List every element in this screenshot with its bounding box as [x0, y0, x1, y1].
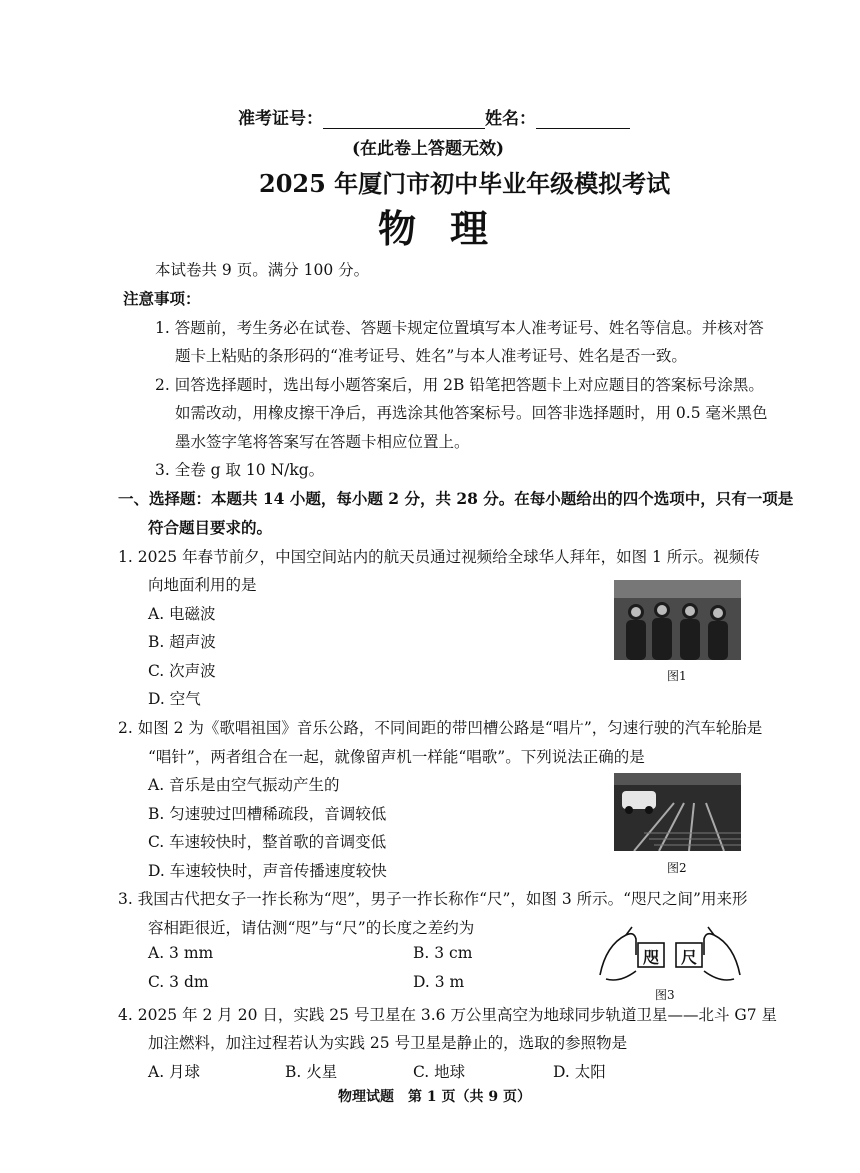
- figure2-music-road-photo: [614, 773, 741, 851]
- section1-line1: 一、选择题：本题共 14 小题，每小题 2 分，共 28 分。在每小题给出的四个选项中，只有一项是: [118, 489, 794, 508]
- figure3-char-zhi: 咫: [643, 948, 660, 967]
- notice-item2-line1: 2. 回答选择题时，选出每小题答案后，用 2B 铅笔把答题卡上对应题目的答案标号涂黑。: [155, 376, 764, 394]
- q3-option-a: A. 3 mm: [148, 944, 214, 962]
- notice-item2-line2: 如需改动，用橡皮擦干净后，再选涂其他答案标号。回答非选择题时，用 0.5 毫米黑色: [175, 404, 768, 422]
- id-label: 准考证号：: [238, 109, 323, 129]
- q4-stem-line2: 加注燃料，加注过程若认为实践 25 号卫星是静止的，选取的参照物是: [148, 1034, 628, 1052]
- section1-line2: 符合题目要求的。: [148, 518, 273, 537]
- q3-option-d: D. 3 m: [413, 973, 465, 991]
- q1-option-a: A. 电磁波: [148, 605, 216, 623]
- invalid-note: (在此卷上答题无效): [352, 139, 505, 159]
- q1-option-c: C. 次声波: [148, 662, 216, 680]
- figure3-char-chi: 尺: [681, 948, 698, 967]
- page-footer: 物理试题 第 1 页（共 9 页）: [338, 1089, 531, 1105]
- notice-item1-line1: 1. 答题前，考生务必在试卷、答题卡规定位置填写本人准考证号、姓名等信息。并核对答: [155, 319, 764, 337]
- figure2-caption: 图2: [667, 861, 687, 875]
- notice-item2-line3: 墨水签字笔将答案写在答题卡相应位置上。: [175, 433, 470, 451]
- q2-option-c: C. 车速较快时，整首歌的音调变低: [148, 833, 387, 851]
- figure1-astronauts-photo: [614, 580, 741, 660]
- notice-heading: 注意事项：: [123, 289, 201, 308]
- q4-option-b: B. 火星: [285, 1063, 338, 1081]
- q2-option-d: D. 车速较快时，声音传播速度较快: [148, 862, 387, 880]
- q4-stem-line1: 4. 2025 年 2 月 20 日，实践 25 号卫星在 3.6 万公里高空为地球同步轨道卫星——北斗 G7 星: [118, 1006, 778, 1024]
- q4-option-c: C. 地球: [413, 1063, 466, 1081]
- q1-stem-line2: 向地面利用的是: [148, 576, 257, 594]
- intro-text: 本试卷共 9 页。满分 100 分。: [155, 261, 370, 279]
- q1-stem-line1: 1. 2025 年春节前夕，中国空间站内的航天员通过视频给全球华人拜年，如图 1 所示。视频传: [118, 548, 760, 566]
- q3-option-c: C. 3 dm: [148, 973, 209, 991]
- q3-option-b: B. 3 cm: [413, 944, 473, 962]
- exam-header: [238, 104, 630, 129]
- q2-stem-line2: “唱针”，两者组合在一起，就像留声机一样能“唱歌”。下列说法正确的是: [148, 748, 645, 766]
- subject-title: 物理: [378, 206, 523, 251]
- q2-stem-line1: 2. 如图 2 为《歌唱祖国》音乐公路，不同间距的带凹槽公路是“唱片”，匀速行驶的汽车轮胎是: [118, 719, 763, 737]
- q4-option-d: D. 太阳: [553, 1063, 606, 1081]
- figure3-caption: 图3: [655, 988, 675, 1002]
- q1-option-d: D. 空气: [148, 690, 201, 708]
- q3-stem-line2: 容相距很近，请估测“咫”与“尺”的长度之差约为: [148, 919, 475, 937]
- q2-option-a: A. 音乐是由空气振动产生的: [148, 776, 340, 794]
- notice-item3: 3. 全卷 g 取 10 N/kg。: [155, 461, 325, 479]
- q4-option-a: A. 月球: [148, 1063, 201, 1081]
- q2-option-b: B. 匀速驶过凹槽稀疏段，音调较低: [148, 805, 387, 823]
- figure1-caption: 图1: [667, 669, 687, 683]
- q1-option-b: B. 超声波: [148, 633, 216, 651]
- name-label: 姓名：: [485, 109, 536, 129]
- figure3-hands-drawing: [596, 925, 744, 983]
- q3-stem-line1: 3. 我国古代把女子一拃长称为“咫”，男子一拃长称作“尺”，如图 3 所示。“咫尺之间”用来形: [118, 890, 748, 908]
- name-blank: [536, 128, 630, 129]
- id-blank: [323, 128, 485, 129]
- notice-item1-line2: 题卡上粘贴的条形码的“准考证号、姓名”与本人准考证号、姓名是否一致。: [175, 347, 687, 365]
- exam-title: 2025 年厦门市初中毕业年级模拟考试: [259, 169, 671, 198]
